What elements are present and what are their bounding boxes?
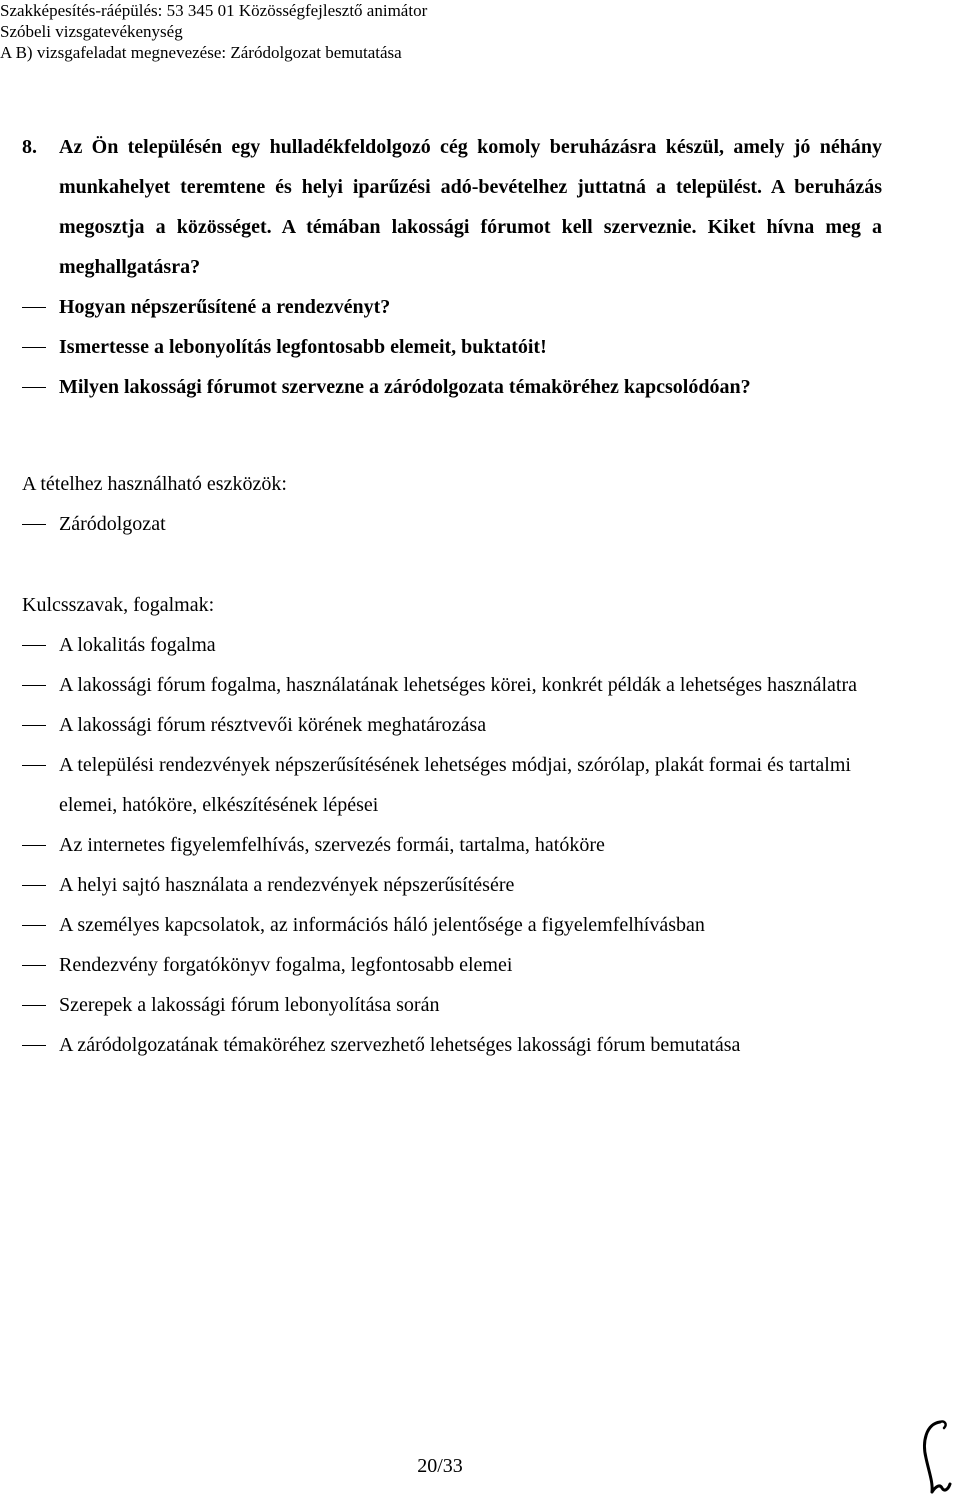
- signature-icon: [918, 1418, 956, 1498]
- dash-bullet-icon: [22, 387, 46, 388]
- list-item: Záródolgozat: [22, 504, 902, 544]
- dash-bullet-icon: [22, 1045, 46, 1046]
- dash-bullet-icon: [22, 925, 46, 926]
- list-item: Hogyan népszerűsítené a rendezvényt?: [22, 287, 882, 327]
- tools-list: [22, 504, 902, 544]
- tools-title: A tételhez használható eszközök:: [22, 473, 287, 495]
- dash-bullet-icon: [22, 885, 46, 886]
- question-subitems: [22, 287, 882, 407]
- question-number: 8.: [22, 136, 37, 158]
- list-item: A lokalitás fogalma: [22, 625, 902, 665]
- dash-bullet-icon: [22, 1005, 46, 1006]
- list-item: A lakossági fórum résztvevői körének meghatározása: [22, 705, 902, 745]
- dash-bullet-icon: [22, 725, 46, 726]
- question-block: [22, 127, 882, 407]
- header-qualification: Szakképesítés-ráépülés: 53 345 01 Közösségfejlesztő animátor: [0, 1, 428, 20]
- list-item: A települési rendezvények népszerűsítésének lehetséges módjai, szórólap, plakát formai és tartalmi elemei, hatóköre, elkészítésének lépései: [22, 745, 902, 825]
- page-number: 20/33: [417, 1455, 463, 1477]
- list-item: Ismertesse a lebonyolítás legfontosabb elemeit, buktatóit!: [22, 327, 882, 367]
- list-item: A lakossági fórum fogalma, használatának lehetséges körei, konkrét példák a lehetséges használatra: [22, 665, 902, 705]
- dash-bullet-icon: [22, 524, 46, 525]
- dash-bullet-icon: [22, 685, 46, 686]
- question-text: Az Ön településén egy hulladékfeldolgozó cég komoly beruházásra készül, amely jó néhány munkahelyet teremtene és helyi iparűzési adó-bevételhez juttatná a települést. A beruházás megosztja a közösséget. A témában lakossági fórumot kell szerveznie. Kiket hívna meg a meghallgatásra?: [59, 136, 882, 278]
- dash-bullet-icon: [22, 645, 46, 646]
- header-exam-activity: Szóbeli vizsgatevékenység: [0, 22, 183, 41]
- dash-bullet-icon: [22, 307, 46, 308]
- dash-bullet-icon: [22, 765, 46, 766]
- list-item: A helyi sajtó használata a rendezvények népszerűsítésére: [22, 865, 902, 905]
- list-item: Rendezvény forgatókönyv fogalma, legfontosabb elemei: [22, 945, 902, 985]
- dash-bullet-icon: [22, 347, 46, 348]
- header-task-name: A B) vizsgafeladat megnevezése: Záródolgozat bemutatása: [0, 43, 402, 62]
- list-item: Az internetes figyelemfelhívás, szervezés formái, tartalma, hatóköre: [22, 825, 902, 865]
- list-item: A személyes kapcsolatok, az információs háló jelentősége a figyelemfelhívásban: [22, 905, 902, 945]
- keywords-title: Kulcsszavak, fogalmak:: [22, 594, 215, 616]
- keywords-list: [22, 625, 902, 1065]
- list-item: A záródolgozatának témaköréhez szervezhető lehetséges lakossági fórum bemutatása: [22, 1025, 902, 1065]
- tools-section: [22, 464, 902, 544]
- list-item: Szerepek a lakossági fórum lebonyolítása során: [22, 985, 902, 1025]
- keywords-section: [22, 585, 902, 1065]
- dash-bullet-icon: [22, 845, 46, 846]
- list-item: Milyen lakossági fórumot szervezne a záródolgozata témaköréhez kapcsolódóan?: [22, 367, 882, 407]
- page-header: [0, 0, 427, 63]
- dash-bullet-icon: [22, 965, 46, 966]
